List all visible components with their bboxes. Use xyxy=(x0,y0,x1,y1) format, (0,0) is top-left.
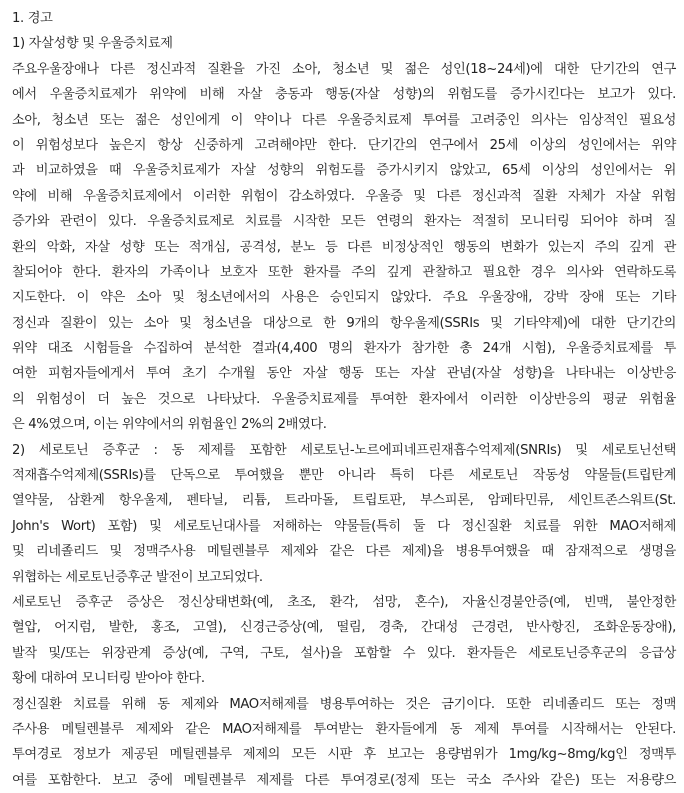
text-line: 발작 및/또는 위장관계 증상(예, 구역, 구토, 설사)을 포함할 수 있다. 환자들은 세로토닌증후군의 응급상 xyxy=(12,645,676,661)
text-line: 소아, 청소년 또는 젊은 성인에게 이 약이나 다른 우울증치료제 투여를 고려중인 의사는 임상적인 필요성 xyxy=(12,112,676,128)
text-line: 에서 우울증치료제가 위약에 비해 자살 충동과 행동(자살 성향)의 위험도를 증가시킨다는 보고가 있다. xyxy=(12,87,676,103)
text-line: 황에 대하여 모니터링 받아야 한다. xyxy=(12,671,205,687)
text-line: 증가와 관련이 있다. 우울증치료제로 치료를 시작한 모든 연령의 환자는 적절히 모니터링 되어야 하며 질 xyxy=(12,214,676,230)
text-line: 투여경로 정보가 제공된 메틸렌블루 제제의 모든 시판 후 보고는 용량범위가 1mg/kg~8mg/kg인 정맥투 xyxy=(12,747,676,763)
text-line: 위협하는 세로토닌증후군 발전이 보고되었다. xyxy=(12,569,263,585)
text-line: 및 리네졸리드 및 정맥주사용 메틸렌블루 제제와 같은 다른 제제)을 병용투여했을 때 잠재적으로 생명을 xyxy=(12,544,676,560)
text-line: 위약 대조 시험들을 수집하여 분석한 결과(4,400 명의 환자가 참가한 총 24개 시험), 우울증치료제를 투 xyxy=(12,341,676,357)
text-line: 주사용 메틸렌블루 제제와 같은 MAO저해제를 투여받는 환자들에게 동 제제 투여를 시작해서는 안된다. xyxy=(12,721,676,737)
text-line: 여를 포함한다. 보고 중에 메틸렌블루 제제를 다른 투여경로(정제 또는 국소 주사와 같은) 또는 저용량으 xyxy=(12,772,676,788)
text-line: 주요우울장애나 다른 정신과적 질환을 가진 소아, 청소년 및 젊은 성인(18~24세)에 대한 단기간의 연구 xyxy=(12,61,676,77)
text-line: 이 위험성보다 높은지 항상 신중하게 고려해야만 한다. 단기간의 연구에서 25세 이상의 성인에서는 위약 xyxy=(12,137,676,153)
text-line: 약에 비해 우울증치료제에서 이러한 위험이 감소하였다. 우울증 및 다른 정신과적 질환 자체가 자살 위험 xyxy=(12,188,676,204)
text-line: 환의 악화, 자살 성향 또는 적개심, 공격성, 분노 등 다른 비정상적인 행동의 변화가 있는지 주의 깊게 관 xyxy=(12,239,676,255)
text-line: 1. 경고 xyxy=(12,11,53,26)
text-line: 적재흡수억제제(SSRIs)를 단독으로 투여했을 뿐만 아니라 특히 다른 세로토닌 작동성 약물들(트립탄계 xyxy=(12,468,676,484)
text-line: John's Wort) 포함) 및 세로토닌대사를 저해하는 약물들(특히 둘 다 정신질환 치료를 위한 MAO저해제 xyxy=(12,518,676,534)
text-line: 여한 피험자들에게서 투여 초기 수개월 동안 자살 행동 또는 자살 관념(자살 성향)을 나타내는 이상반응 xyxy=(12,366,676,382)
text-line: 정신질환 치료를 위해 동 제제와 MAO저해제를 병용투여하는 것은 금기이다. 또한 리네졸리드 또는 정맥 xyxy=(12,696,676,712)
text-line: 혈압, 어지럼, 발한, 홍조, 고열), 신경근증상(예, 떨림, 경축, 간대성 근경련, 반사항진, 조화운동장애), xyxy=(12,620,676,636)
text-line: 정신과 질환이 있는 소아 및 청소년을 대상으로 한 9개의 항우울제(SSRIs 및 기타약제)에 대한 단기간의 xyxy=(12,315,676,331)
text-line: 은 4%였으며, 이는 위약에서의 위험율인 2%의 2배였다. xyxy=(12,417,327,433)
text-line: 과 비교하였을 때 우울증치료제가 자살 성향의 위험도를 증가시키지 않았고, 65세 이상의 성인에서는 위 xyxy=(12,163,676,179)
document-body xyxy=(12,6,676,793)
text-line: 열약물, 삼환계 항우울제, 펜타닐, 리튬, 트라마돌, 트립토판, 부스피론, 암페타민류, 세인트존스워트(St. xyxy=(12,493,676,509)
text-line: 의 위험성이 더 높은 것으로 나타났다. 우울증치료제를 투여한 환자에서 이러한 이상반응의 평균 위험율 xyxy=(12,391,676,407)
text-line: 세로토닌 증후군 증상은 정신상태변화(예, 초조, 환각, 섬망, 혼수), 자율신경불안증(예, 빈맥, 불안정한 xyxy=(12,594,676,610)
text-line: 찰되어야 한다. 환자의 가족이나 보호자 또한 환자를 주의 깊게 관찰하고 필요한 경우 의사와 연락하도록 xyxy=(12,264,676,280)
text-line: 지도한다. 이 약은 소아 및 청소년에서의 사용은 승인되지 않았다. 주요 우울장애, 강박 장애 또는 기타 xyxy=(12,290,677,306)
text-line: 1) 자살성향 및 우울증치료제 xyxy=(12,36,173,52)
text-line: 2) 세로토닌 증후군 : 동 제제를 포함한 세로토닌-노르에피네프린재흡수억제제(SNRIs) 및 세로토닌선택 xyxy=(12,442,676,458)
